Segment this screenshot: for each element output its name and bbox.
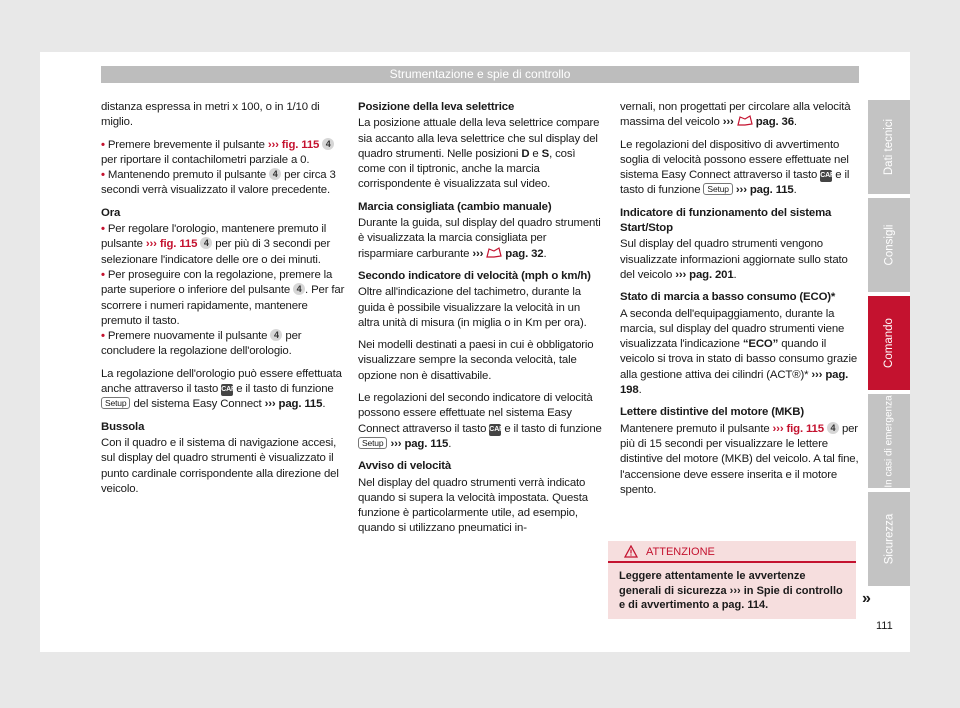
chapter-book-icon [737,115,753,126]
page-number: 111 [876,620,893,632]
section-heading: Marcia consigliata (cambio manuale) [358,200,552,213]
paragraph: vernali, non progettati per circolare alla velocità massima del veicolo ››› pag. 36. [620,101,851,129]
page-ref-link[interactable]: pag. 36 [755,116,794,129]
paragraph: A seconda dell'equipaggiamento, durante la marcia, sul display del quadro strumenti viene visualizzata l'indicazione “ECO” quando il veicolo si trova in stato di basso consumo grazie alla gestione attiva dei cilindri (ACT®)* ››› pag. 198. [620,307,858,397]
warning-triangle-icon [624,545,638,558]
column-1 [101,100,347,504]
page-ref-link[interactable]: pag. 115 [278,398,323,411]
paragraph: Le regolazioni del dispositivo di avvertimento soglia di velocità possono essere effettuate nel sistema Easy Connect attraverso il tasto CAR e il tasto di funzione Setup ››› pag. 115. [620,138,850,197]
setup-key: Setup [358,437,387,449]
fig-ref-link[interactable]: fig. 115 [159,238,198,251]
callout-number: 4 [293,283,305,295]
callout-number: 4 [269,168,281,180]
callout-number: 4 [200,237,212,249]
page-ref-link[interactable]: pag. 32 [505,247,544,260]
tab-comando[interactable]: Comando [868,296,910,390]
section-heading: Lettere distintive del motore (MKB) [620,406,804,419]
page-header: Strumentazione e spie di controllo [101,66,859,83]
tab-sicurezza[interactable]: Sicurezza [868,492,910,586]
callout-number: 4 [827,422,839,434]
section-heading: Avviso di velocità [358,460,452,473]
page-ref-link[interactable]: pag. 201 [689,268,734,281]
callout-number: 4 [270,329,282,341]
section-heading: Bussola [101,420,145,433]
paragraph: La posizione attuale della leva selettrice compare sia accanto alla leva selettrice che sul display del quadro strumenti. Nelle posizioni D e S, così come con il tiptronic, anche la marcia corrispondente è visualizzata sul video. [358,117,600,191]
tab-consigli[interactable]: Consigli [868,198,910,292]
section-heading: Stato di marcia a basso consumo (ECO)* [620,291,836,304]
car-key-icon: CAR [489,424,501,436]
continue-arrow-icon: » [862,590,871,607]
callout-number: 4 [322,138,334,150]
paragraph: Le regolazioni del secondo indicatore di velocità possono essere effettuate nel sistema Easy Connect attraverso il tasto CAR e il tasto di funzione Setup ››› pag. 115. [358,392,602,450]
column-2 [358,100,603,544]
car-key-icon: CAR [820,170,832,182]
car-key-icon: CAR [221,384,233,396]
paragraph: distanza espressa in metri x 100, o in 1/10 di miglio. [101,101,320,129]
setup-key: Setup [101,397,130,409]
warning-link[interactable]: in Spie di controllo e di avvertimento a pag. 114. [619,584,843,611]
setup-key: Setup [703,183,732,195]
paragraph: Nel display del quadro strumenti verrà indicato quando si supera la velocità impostata. Questa funzione è particolarmente utile, ad esempio, quando si utilizzano pneumatici in- [358,476,588,535]
paragraph: Oltre all'indicazione del tachimetro, durante la guida è possibile visualizzare la velocità in un altra unità di misura (in miglia o in Km per ora). [358,286,587,329]
bullet-item: • Premere nuovamente il pulsante 4 per concludere la regolazione dell'orologio. [101,330,302,358]
paragraph: Durante la guida, sul display del quadro strumenti è visualizzata la marcia consigliata per risparmiare carburante ››› pag. 32. [358,217,601,260]
fig-ref-link[interactable]: fig. 115 [786,422,824,435]
paragraph: La regolazione dell'orologio può essere effettuata anche attraverso il tasto CAR e il tasto di funzione Setup del sistema Easy Connect ››› pag. 115. [101,367,342,411]
page-ref-link[interactable]: pag. 115 [749,184,794,197]
bullet-item: • Premere brevemente il pulsante ››› fig. 115 4 per riportare il contachilometri parziale a 0. [101,138,347,169]
fig-ref-link[interactable]: fig. 115 [281,138,320,151]
column-3 [620,100,860,505]
warning-text: Leggere attentamente le avvertenze generali di sicurezza ››› in Spie di controllo e di avvertimento a pag. 114. [619,570,843,611]
paragraph: Nei modelli destinati a paesi in cui è obbligatorio visualizzare sempre la seconda velocità, tale opzione non è disattivabile. [358,339,594,382]
bullet-item: • Per proseguire con la regolazione, premere la parte superiore o inferiore del pulsante 4 . Per far scorrere i numeri rapidamente, mantenere premuto il tasto. [101,268,345,327]
page-ref-link[interactable]: pag. 198 [620,368,849,397]
paragraph: Mantenere premuto il pulsante ››› fig. 115 4 per più di 15 secondi per visualizzare le lettere distintive del motore (MKB) del veicolo. A tal fine, l'accensione deve essere inserita e il motore spento. [620,422,859,496]
bullet-item: • Mantenendo premuto il pulsante 4 per circa 3 secondi verrà visualizzato il valore precedente. [101,169,336,197]
warning-box [608,541,856,619]
chapter-book-icon [486,247,502,258]
section-heading: Posizione della leva selettrice [358,101,515,113]
tab-dati-tecnici[interactable]: Dati tecnici [868,100,910,194]
warning-header: ATTENZIONE [608,541,856,563]
section-heading: Indicatore di funzionamento del sistema Start/Stop [620,206,832,235]
bullet-item: • Per regolare l'orologio, mantenere premuto il pulsante ››› fig. 115 4 per più di 3 secondi per selezionare l'indicatore delle ore o dei minuti. [101,223,331,266]
section-heading: Secondo indicatore di velocità (mph o km/h) [358,269,591,282]
paragraph: Con il quadro e il sistema di navigazione accesi, sul display del quadro strumenti è visualizzato il punto cardinale corrispondente alla direzione del veicolo. [101,436,339,495]
section-heading: Ora [101,206,121,219]
tab-in-casi-di-emergenza[interactable]: In casi di emergenza [868,394,910,488]
page-ref-link[interactable]: pag. 115 [404,437,449,450]
paragraph: Sul display del quadro strumenti vengono visualizzate informazioni aggiornate sullo stato del veicolo ››› pag. 201. [620,238,848,281]
